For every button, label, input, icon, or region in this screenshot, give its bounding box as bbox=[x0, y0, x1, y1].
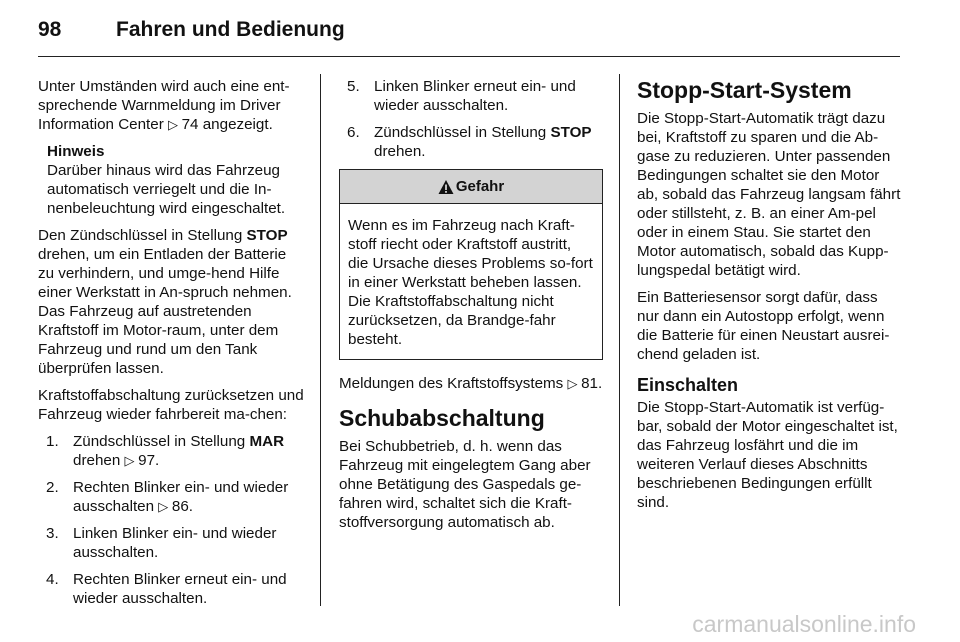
list-item: 5. Linken Blinker erneut ein- und wieder ausschalten. bbox=[347, 78, 576, 114]
column-divider-1 bbox=[320, 74, 321, 606]
page-number: 98 bbox=[38, 18, 62, 41]
list-item: 6. Zündschlüssel in Stellung STOP drehen. bbox=[347, 124, 592, 160]
page-header bbox=[0, 0, 960, 62]
note-text: Darüber hinaus wird das Fahrzeug automatisch verriegelt und die In-nenbeleuchtung wird eingeschaltet. bbox=[47, 162, 286, 217]
paragraph: Den Zündschlüssel in Stellung STOP drehen, um ein Entladen der Batterie zu verhindern, und umge-hend Hilfe einer Werkstatt in An-spruch nehmen. Das Fahrzeug auf austretenden Kraftstoff im Motor-raum, unter dem Fahrzeug und rund um den Tank überprüfen lassen. bbox=[38, 227, 292, 377]
danger-text: Wenn es im Fahrzeug nach Kraft-stoff riecht oder Kraftstoff austritt, die Ursache dieses Problems so-fort in einer Werkstatt beheben lassen. Die Kraftstoffabschaltung nicht zurücksetzen, da Brandge-fahr besteht. bbox=[348, 217, 593, 348]
paragraph: Meldungen des Kraftstoffsystems ▷ 81. bbox=[339, 375, 603, 392]
note-heading: Hinweis bbox=[47, 143, 105, 160]
page-ref-arrow-icon: ▷ bbox=[168, 117, 182, 132]
steps-list bbox=[339, 77, 603, 161]
page-ref[interactable]: 81 bbox=[581, 375, 599, 392]
page-ref-arrow-icon: ▷ bbox=[158, 499, 172, 514]
column-1 bbox=[38, 77, 304, 616]
list-item: 4. Rechten Blinker erneut ein- und wieder ausschalten. bbox=[46, 571, 287, 607]
warning-triangle-icon bbox=[438, 179, 454, 195]
danger-box bbox=[339, 169, 603, 360]
paragraph: Die Stopp-Start-Automatik ist verfüg-bar, sobald der Motor eingeschaltet ist, das Fahrzeug losfährt und die im weiteren Verlauf dieses Abschnitts beschriebenen Bedingungen erfüllt sind. bbox=[637, 399, 898, 511]
column-divider-2 bbox=[619, 74, 620, 606]
steps-list bbox=[38, 432, 304, 608]
header-divider bbox=[38, 56, 900, 57]
paragraph: Unter Umständen wird auch eine ent-sprechende Warnmeldung im Driver Information Center ▷ 74 angezeigt. bbox=[38, 78, 290, 133]
paragraph: Kraftstoffabschaltung zurücksetzen und Fahrzeug wieder fahrbereit ma-chen: bbox=[38, 387, 304, 423]
column-3 bbox=[637, 77, 901, 520]
paragraph: Ein Batteriesensor sorgt dafür, dass nur dann ein Autostopp erfolgt, wenn die Batterie für einen Neustart ausrei-chend geladen ist. bbox=[637, 289, 890, 363]
page-ref-arrow-icon: ▷ bbox=[124, 453, 139, 468]
page-ref-arrow-icon: ▷ bbox=[567, 376, 582, 391]
page-ref[interactable]: 74 bbox=[181, 116, 199, 133]
page-ref[interactable]: 97 bbox=[138, 452, 156, 469]
section-heading: Stopp-Start-System bbox=[637, 77, 852, 103]
note-box bbox=[47, 142, 304, 218]
list-item: 3. Linken Blinker ein- und wieder ausschalten. bbox=[46, 525, 277, 561]
danger-heading: Gefahr bbox=[340, 170, 602, 204]
paragraph: Bei Schubbetrieb, d. h. wenn das Fahrzeug mit eingelegtem Gang aber ohne Betätigung des Gaspedals ge-fahren wird, schaltet sich die Kraft-stoffversorgung automatisch ab. bbox=[339, 438, 591, 531]
list-item: 1. Zündschlüssel in Stellung MAR drehen ▷ 97. bbox=[46, 433, 285, 469]
chapter-title: Fahren und Bedienung bbox=[116, 18, 345, 41]
subsection-heading: Einschalten bbox=[637, 375, 739, 395]
list-item: 2. Rechten Blinker ein- und wieder ausschalten ▷ 86. bbox=[46, 479, 289, 515]
page-ref[interactable]: 86 bbox=[171, 498, 189, 515]
watermark: carmanualsonline.info bbox=[692, 611, 916, 637]
column-2 bbox=[339, 77, 603, 540]
paragraph: Die Stopp-Start-Automatik trägt dazu bei, Kraftstoff zu sparen und die Ab-gase zu reduzieren. Unter passenden Bedingungen schaltet sie den Motor ab, sobald das Fahrzeug langsam fährt oder stillsteht, z. B. an einer Am-pel oder in einem Stau. Sie startet den Motor automatisch, sobald das Kupp-lungspedal betätigt wird. bbox=[637, 110, 901, 279]
section-heading: Schubabschaltung bbox=[339, 405, 545, 431]
